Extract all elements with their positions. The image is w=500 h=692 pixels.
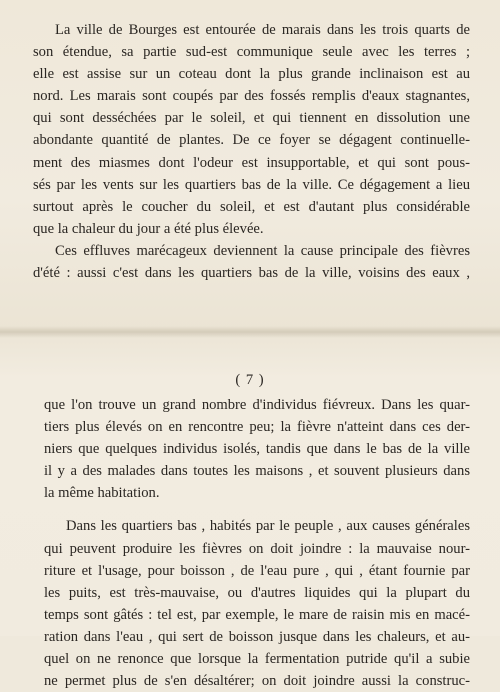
- text-line: niers que quelques individus isolés, tandis que dans le bas de la ville: [44, 441, 470, 458]
- text-line: la même habitation.: [44, 485, 160, 502]
- upper-page-text: [33, 19, 470, 284]
- paragraph: [33, 19, 470, 240]
- text-line: tiers plus élevés on en rencontre peu; la fièvre n'atteint dans ces der-: [44, 419, 470, 436]
- text-line: son étendue, sa partie sud-est communique seule avec les terres ;: [33, 44, 470, 61]
- text-line: Dans les quartiers bas , habités par le peuple , aux causes générales: [66, 518, 470, 535]
- text-line: temps sont gâtés : tel est, par exemple, le mare de raisin mis en macé-: [44, 606, 470, 623]
- text-line: d'été : aussi c'est dans les quartiers bas de la ville, voisins des eaux ,: [33, 265, 470, 282]
- text-line: surtout après le coucher du soleil, et est d'autant plus considérable: [33, 198, 470, 215]
- page-fold: [0, 326, 500, 338]
- text-line: ration dans l'eau , qui sert de boisson jusque dans les chaleurs, et au-: [44, 628, 470, 645]
- text-line: nord. Les marais sont coupés par des fossés remplis d'eaux stagnantes,: [33, 88, 470, 105]
- text-line: que l'on trouve un grand nombre d'individus fiévreux. Dans les quar-: [44, 397, 470, 413]
- text-line: sés par les vents sur les quartiers bas de la ville. Ce dégagement a lieu: [33, 176, 470, 193]
- text-line: abondante quantité de plantes. De ce foyer se dégagent continuelle-: [33, 132, 470, 149]
- text-line: qui peuvent produire les fièvres on doit joindre : la mauvaise nour-: [44, 540, 470, 557]
- text-line: que la chaleur du jour a été plus élevée.: [33, 220, 264, 237]
- paragraph: [33, 240, 470, 284]
- text-line: Ces effluves marécageux deviennent la cause principale des fièvres: [55, 242, 470, 259]
- lower-page-text: [44, 394, 470, 692]
- text-line: quel on ne renonce que lorsque la fermentation putride qu'il a subie: [44, 651, 470, 668]
- text-line: elle est assise sur un coteau dont la plus grande inclinaison est au: [33, 66, 470, 83]
- text-line: qui sont desséchées par le soleil, et qui tiennent en dissolution une: [33, 110, 470, 127]
- text-line: ne permet plus de s'en désaltérer; on doit joindre aussi la construc-: [44, 673, 470, 690]
- text-line: La ville de Bourges est entourée de marais dans les trois quarts de: [55, 22, 470, 38]
- paragraph: [44, 515, 470, 692]
- page-number: ( 7 ): [235, 372, 265, 388]
- paragraph-gap: [44, 504, 470, 515]
- text-line: il y a des malades dans toutes les maisons , et souvent plusieurs dans: [44, 463, 470, 480]
- text-line: riture et l'usage, pour boisson , de l'eau pure , qui , étant fournie par: [44, 562, 470, 579]
- paragraph: [44, 394, 470, 504]
- text-line: les puits, est très-mauvaise, ou d'autres liquides qui la plupart du: [44, 584, 470, 601]
- text-line: ment des miasmes dont l'odeur est insupportable, et qui sont pous-: [33, 154, 470, 171]
